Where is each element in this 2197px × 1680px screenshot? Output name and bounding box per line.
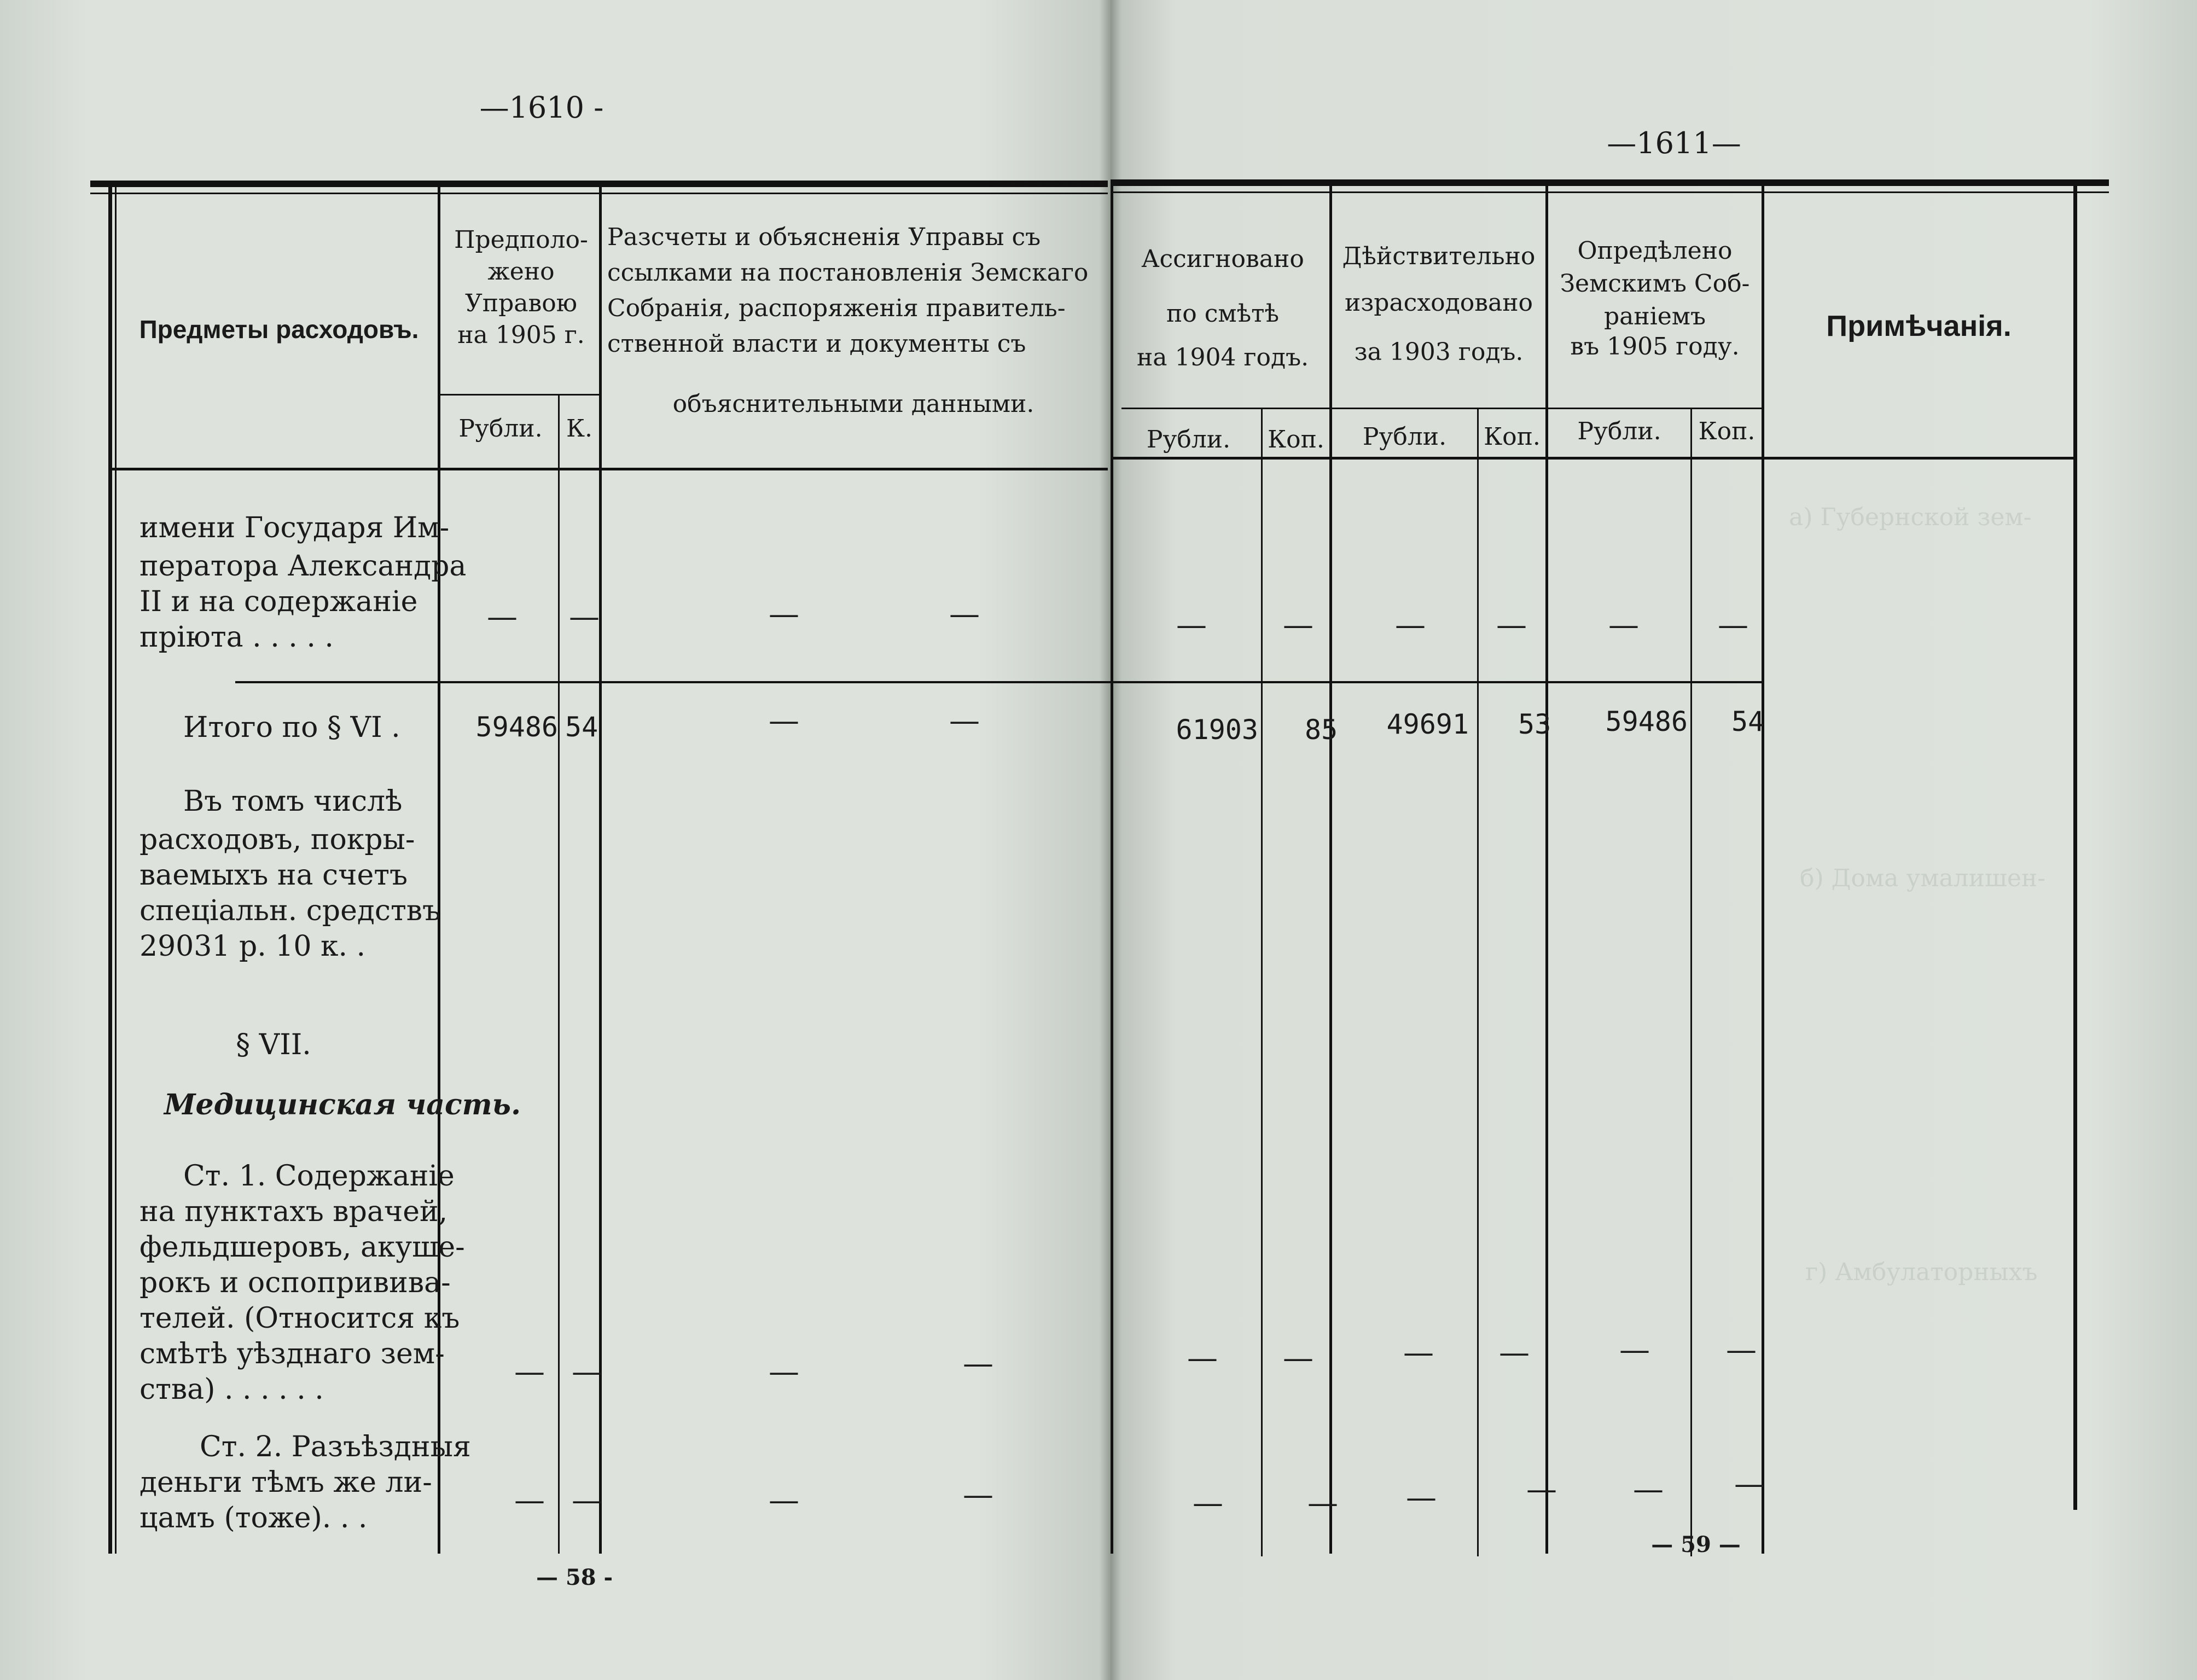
art1-assigned-kop: — <box>1283 1340 1313 1376</box>
art2-spent-kop: — <box>1526 1472 1557 1507</box>
row1-proposed-kop: — <box>569 599 600 635</box>
art2-proposed-kop: — <box>572 1483 602 1518</box>
art1-assigned-rub: — <box>1187 1340 1218 1376</box>
art1-determined-rub: — <box>1619 1332 1650 1368</box>
total-calc-b: — <box>949 703 980 739</box>
border-right <box>2073 186 2077 1510</box>
right-footer-signature: — 59 — <box>1651 1532 1741 1557</box>
art1-proposed-kop: — <box>572 1354 602 1390</box>
special-line2: расходовъ, покры- <box>140 823 415 856</box>
art2-determined-rub: — <box>1633 1472 1664 1507</box>
art2-spent-rub: — <box>1406 1480 1437 1515</box>
divider-assigned-kop <box>1261 408 1263 1556</box>
total-proposed-rub: 59486 <box>475 711 558 743</box>
divider-proposed-kop <box>558 394 560 1554</box>
header-calc-4: ственной власти и документы съ <box>607 330 1026 358</box>
art2-line1: Ст. 2. Разъѣздныя <box>200 1431 471 1463</box>
art1-line4: рокъ и оспопривива- <box>140 1266 451 1299</box>
top-rule-thin-right <box>1111 191 2109 193</box>
special-line1: Въ томъ числѣ <box>183 785 403 818</box>
header-assigned-2: по смѣтѣ <box>1166 300 1280 328</box>
divider-calc <box>1111 186 1113 1554</box>
header-notes: Примѣчанія. <box>1826 310 2012 342</box>
total-label: Итого по § VI . <box>183 711 400 744</box>
bleed-through-text: б) Дома умалишен- <box>1800 864 2046 892</box>
header-spent-2: израсходовано <box>1344 289 1533 317</box>
divider-determined <box>1762 186 1764 1554</box>
divider-assigned <box>1329 186 1332 1554</box>
header-spent-kop: Коп. <box>1484 423 1541 451</box>
header-bottom-rule-left <box>112 468 1108 470</box>
art1-calc-a: — <box>769 1354 799 1390</box>
header-assigned-kop: Коп. <box>1268 426 1324 454</box>
header-spent-1: Дѣйствительно <box>1342 242 1536 270</box>
art2-proposed-rub: — <box>514 1483 545 1518</box>
left-footer-signature: — 58 - <box>536 1565 613 1590</box>
row1-calc-b: — <box>949 596 980 632</box>
total-rule-right <box>1113 681 1764 683</box>
art2-line3: цамъ (тоже). . . <box>140 1502 368 1534</box>
header-determined-3: раніемъ <box>1603 303 1706 330</box>
total-calc-a: — <box>769 703 799 739</box>
header-determined-4: въ 1905 году. <box>1570 333 1740 361</box>
divider-determined-kop <box>1690 408 1692 1556</box>
special-line5: 29031 р. 10 к. . <box>140 930 366 963</box>
header-assigned-3: на 1904 годъ. <box>1136 344 1309 371</box>
row1-assigned-rub: — <box>1176 607 1207 643</box>
header-proposed-3: Управою <box>464 289 578 317</box>
header-calc-2: ссылками на постановленія Земскаго <box>607 259 1089 287</box>
divider-proposed <box>599 186 602 1554</box>
art1-calc-b: — <box>963 1346 993 1381</box>
header-determined-1: Опредѣлено <box>1577 237 1733 265</box>
art1-line5: телей. (Относится къ <box>140 1302 460 1335</box>
special-line3: ваемыхъ на счетъ <box>140 859 408 892</box>
bleed-through-text: а) Губернской зем- <box>1789 503 2032 531</box>
right-page-number: —1611— <box>1607 126 1741 160</box>
total-spent-rub: 49691 <box>1386 708 1469 740</box>
total-proposed-kop: 54 <box>565 711 598 743</box>
art1-determined-kop: — <box>1726 1332 1757 1368</box>
border-left <box>108 186 112 1554</box>
art2-assigned-kop: — <box>1307 1485 1338 1521</box>
row1-line3: II и на содержаніе <box>140 585 418 618</box>
total-rule-left <box>235 681 1111 683</box>
header-assigned-rubles: Рубли. <box>1146 426 1231 454</box>
art1-line3: фельдшеровъ, акуше- <box>140 1231 465 1264</box>
row1-assigned-kop: — <box>1283 607 1313 643</box>
header-determined-kop: Коп. <box>1698 417 1756 445</box>
total-determined-kop: 54 <box>1731 706 1765 737</box>
art2-line2: деньги тѣмъ же ли- <box>140 1466 432 1499</box>
header-proposed-2: жено <box>487 258 555 286</box>
art1-line7: ства) . . . . . . <box>140 1373 324 1406</box>
total-assigned-kop: 85 <box>1305 714 1338 746</box>
section-title: Медицинская часть. <box>164 1088 521 1121</box>
row1-line2: ператора Александра <box>140 550 467 583</box>
art1-spent-rub: — <box>1403 1335 1434 1370</box>
header-proposed-4: на 1905 г. <box>457 321 585 349</box>
art1-line1: Ст. 1. Содержаніе <box>183 1160 455 1193</box>
subheader-rule-proposed <box>440 394 599 396</box>
row1-line4: пріюта . . . . . <box>140 621 334 654</box>
header-determined-rubles: Рубли. <box>1577 417 1661 445</box>
header-proposed-rubles: Рубли. <box>458 415 543 443</box>
art2-determined-kop: — <box>1734 1466 1765 1502</box>
row1-determined-kop: — <box>1718 607 1748 643</box>
header-assigned-1: Ассигновано <box>1141 245 1304 273</box>
art1-line2: на пунктахъ врачей, <box>140 1195 448 1228</box>
art2-assigned-rub: — <box>1193 1485 1223 1521</box>
header-items: Предметы расходовъ. <box>139 315 419 344</box>
header-spent-3: за 1903 годъ. <box>1354 338 1524 366</box>
art1-line6: смѣтѣ уѣзднаго зем- <box>140 1338 445 1370</box>
row1-line1: имени Государя Им- <box>140 511 450 544</box>
row1-spent-kop: — <box>1496 607 1527 643</box>
header-calc-1: Разсчеты и объясненія Управы съ <box>607 223 1041 251</box>
header-calc-3: Собранія, распоряженія правитель- <box>607 294 1066 322</box>
total-spent-kop: 53 <box>1518 708 1551 740</box>
border-left-thin <box>115 186 117 1554</box>
header-proposed-1: Предполо- <box>454 226 588 254</box>
divider-spent-kop <box>1477 408 1479 1556</box>
special-line4: спеціальн. средствъ <box>140 894 441 927</box>
row1-spent-rub: — <box>1395 607 1426 643</box>
header-spent-rubles: Рубли. <box>1362 423 1447 451</box>
total-assigned-rub: 61903 <box>1176 714 1258 746</box>
left-page-number: —1610 - <box>479 90 604 125</box>
total-determined-rub: 59486 <box>1605 706 1688 737</box>
row1-calc-a: — <box>769 596 799 632</box>
bleed-through-text: г) Амбулаторныхъ <box>1805 1258 2038 1286</box>
art2-calc-a: — <box>769 1483 799 1518</box>
subheader-rule-right <box>1121 408 1764 409</box>
header-determined-2: Земскимъ Соб- <box>1560 270 1750 298</box>
header-proposed-kop: К. <box>566 415 593 443</box>
section-number: § VII. <box>236 1028 311 1061</box>
art2-calc-b: — <box>963 1477 993 1513</box>
header-bottom-rule-right <box>1113 457 2073 460</box>
top-rule-right <box>1111 179 2109 186</box>
art1-proposed-rub: — <box>514 1354 545 1390</box>
header-calc-5: объяснительными данными. <box>672 390 1034 418</box>
row1-proposed-rub: — <box>487 599 518 635</box>
art1-spent-kop: — <box>1499 1335 1530 1370</box>
row1-determined-rub: — <box>1608 607 1639 643</box>
divider-spent <box>1545 186 1548 1554</box>
